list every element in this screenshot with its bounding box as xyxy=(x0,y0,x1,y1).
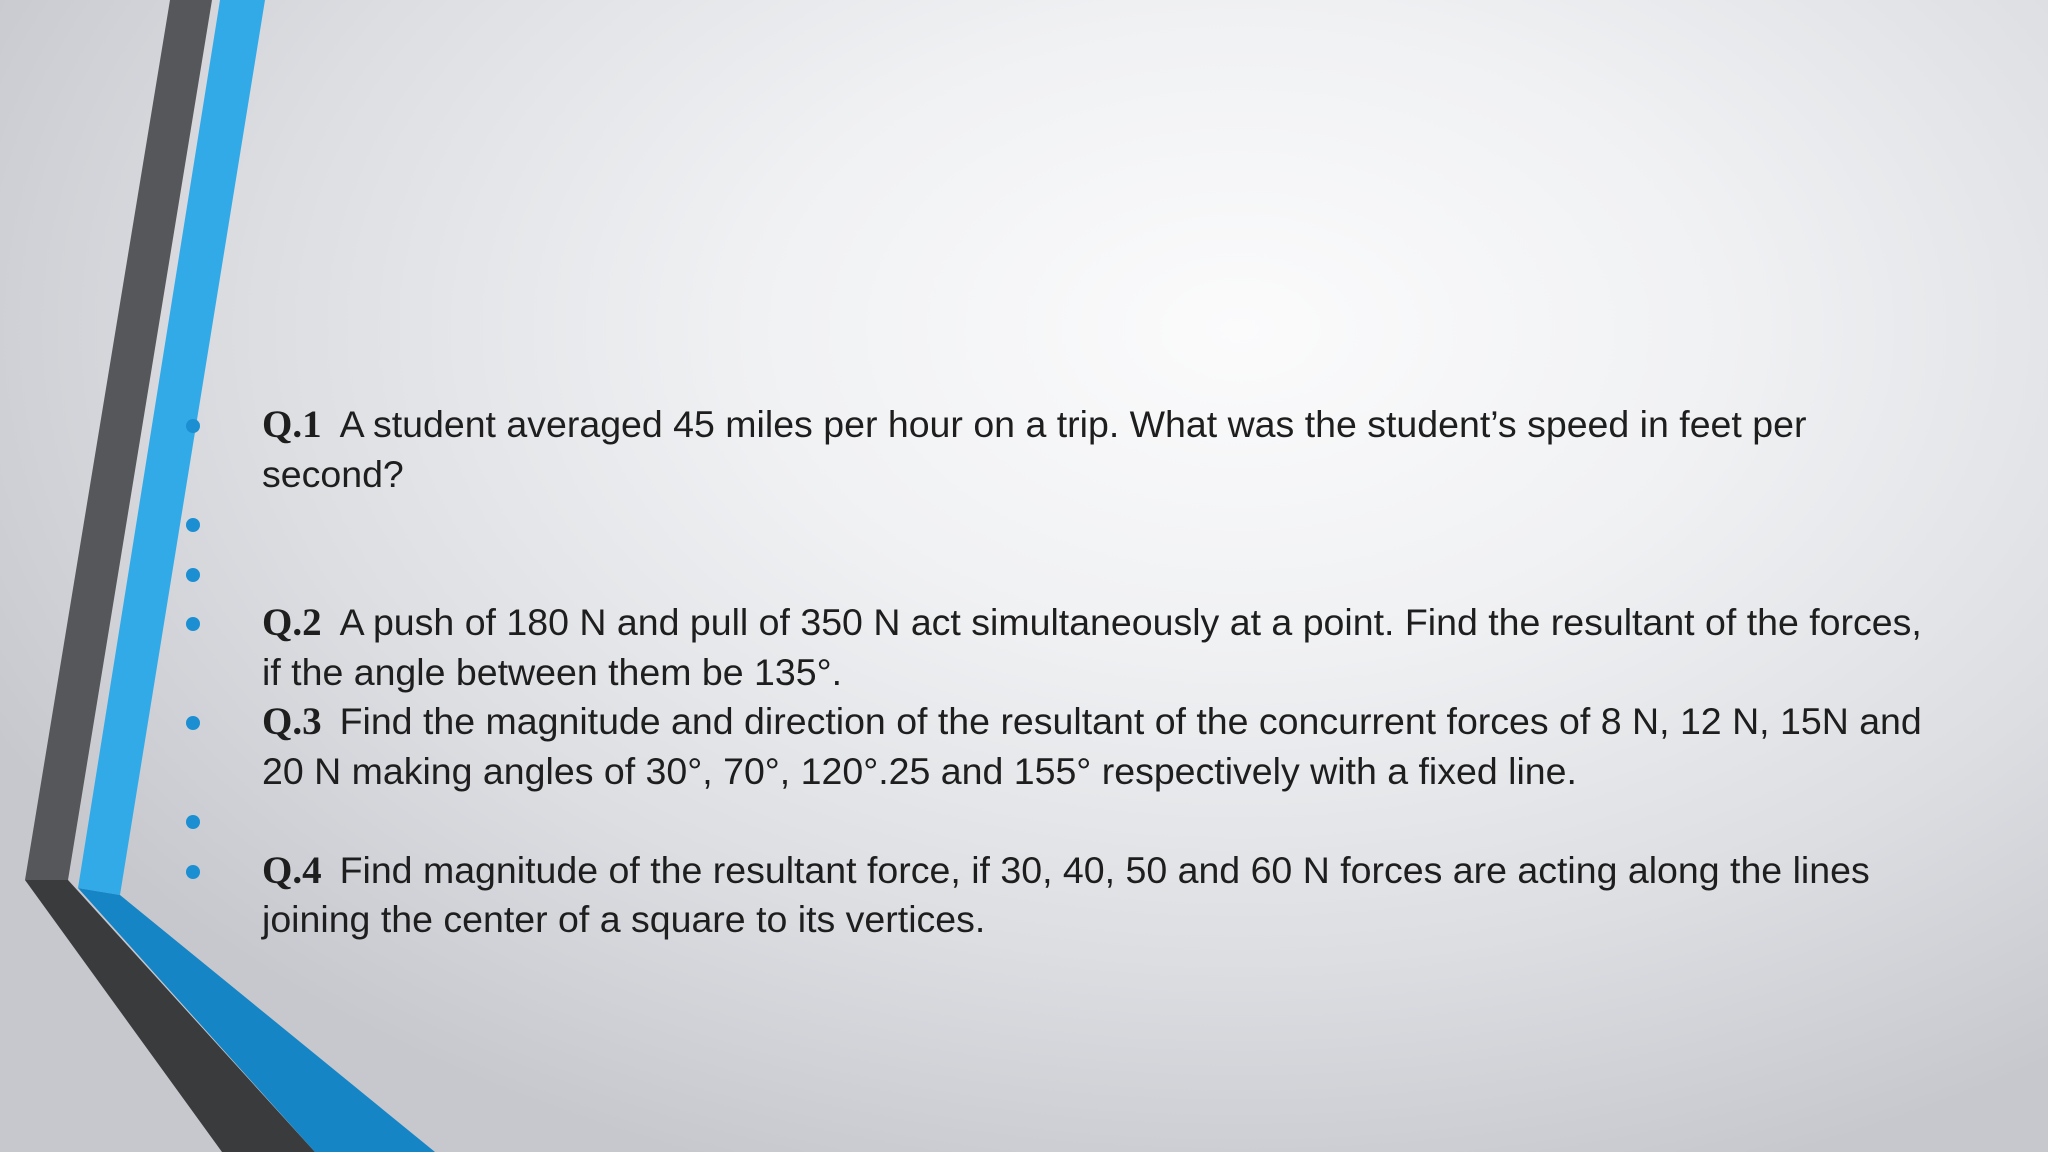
list-item xyxy=(262,400,1922,499)
question-label: Q.4 xyxy=(262,848,322,892)
question-list xyxy=(262,400,1922,945)
question-label: Q.2 xyxy=(262,601,322,644)
list-item xyxy=(262,796,1922,846)
bullet-icon xyxy=(186,815,200,829)
list-item xyxy=(262,697,1922,796)
bullet-icon xyxy=(186,568,200,582)
question-text: A push of 180 N and pull of 350 N act simultaneously at a point. Find the resultant of the forces, if the angle between them be 135°. xyxy=(262,601,1922,693)
list-item xyxy=(262,499,1922,549)
bullet-icon xyxy=(186,865,200,879)
list-item xyxy=(262,598,1922,697)
question-text: Find magnitude of the resultant force, if 30, 40, 50 and 60 N forces are acting along the lines joining the center of a square to its vertices. xyxy=(262,848,1870,940)
bullet-icon xyxy=(186,716,200,730)
bullet-icon xyxy=(186,518,200,532)
question-text: A student averaged 45 miles per hour on a trip. What was the student’s speed in feet per second? xyxy=(262,403,1807,495)
list-item xyxy=(262,846,1922,945)
bullet-icon xyxy=(186,617,200,631)
list-item xyxy=(262,549,1922,599)
bullet-icon xyxy=(186,419,200,433)
question-label: Q.1 xyxy=(262,403,322,446)
question-label: Q.3 xyxy=(262,700,322,743)
question-text: Find the magnitude and direction of the resultant of the concurrent forces of 8 N, 12 N, 15N and 20 N making angles of 30°, 70°, 120°.25 and 155° respectively with a fixed line. xyxy=(262,700,1922,792)
